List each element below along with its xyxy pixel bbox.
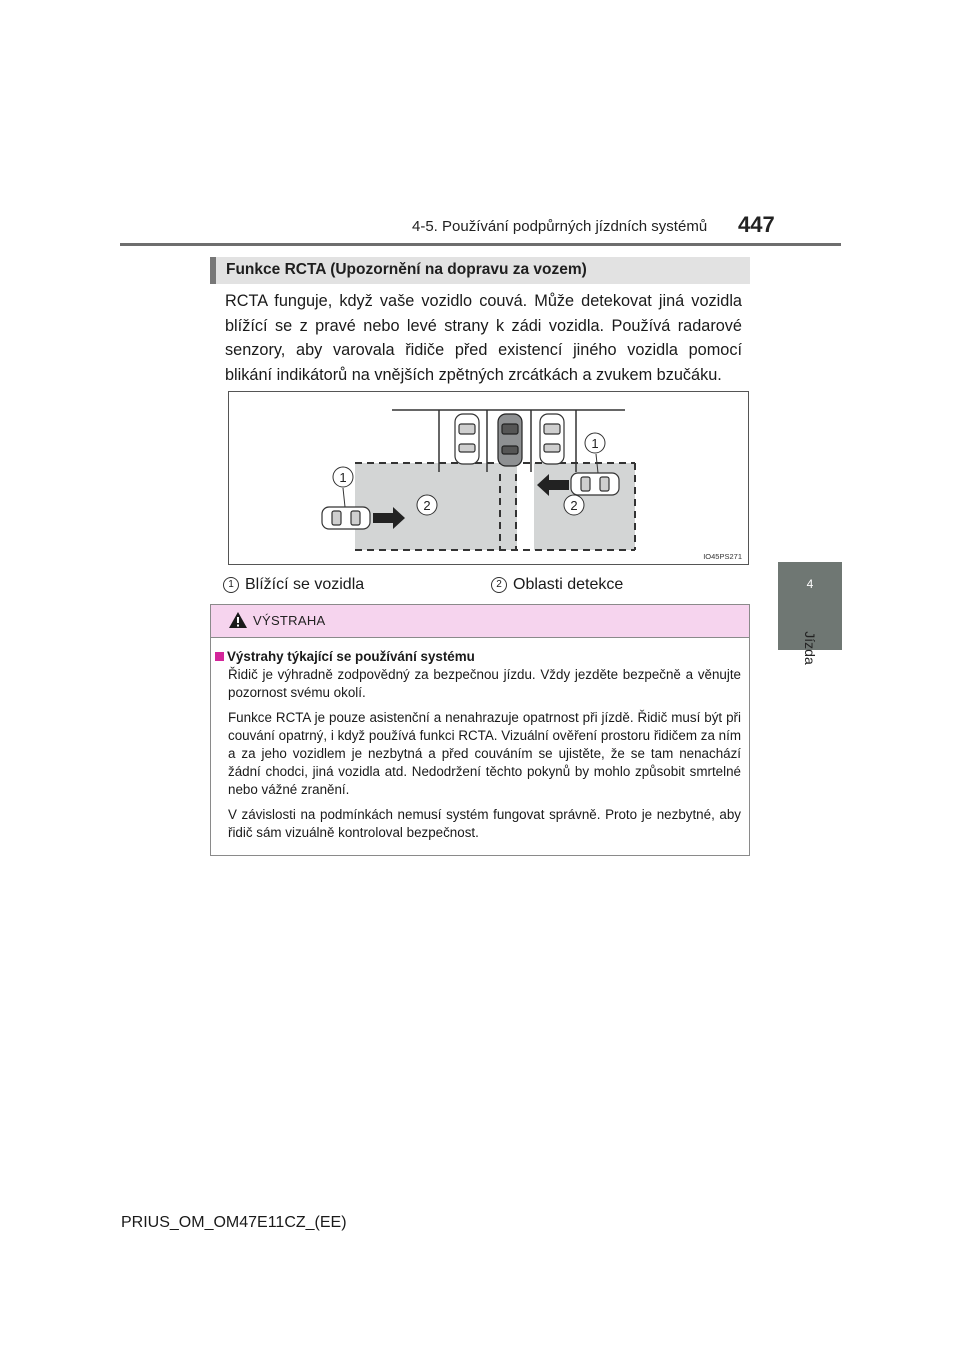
warning-header [211, 605, 749, 638]
warning-title: VÝSTRAHA [253, 613, 326, 628]
warning-triangle-icon [228, 611, 248, 629]
figure-code: IO45PS271 [703, 552, 742, 561]
callout-1-left: 1 [339, 470, 347, 485]
running-header-section: 4-5. Používání podpůrných jízdních systémů [412, 218, 708, 235]
legend-label: Blížící se vozidla [245, 576, 365, 593]
legend-item-1 [223, 576, 364, 594]
bullet-square-icon [215, 652, 224, 661]
warning-body [215, 649, 741, 849]
legend-item-2 [491, 576, 623, 594]
legend-number: 1 [223, 577, 239, 593]
parked-car-2 [540, 414, 564, 464]
own-vehicle [498, 414, 522, 466]
warning-box [210, 604, 750, 856]
parked-car-1 [455, 414, 479, 464]
intro-paragraph: RCTA funguje, když vaše vozidlo couvá. Může detekovat jiná vozidla blížící se z pravé nebo levé strany k zádi vozidla. Používá radarové senzory, aby varovala řidiče před existencí jiného vozidla pomocí blikání indikátorů na vnějších zpětných zrcátkách a zvukem bzučáku. [225, 292, 742, 384]
approaching-car-left [322, 507, 370, 529]
rcta-illustration [228, 391, 749, 565]
approaching-car-right [571, 473, 619, 495]
warning-paragraph: V závislosti na podmínkách nemusí systém fungovat správně. Proto je nezbytné, aby řidič sám vizuálně kontroloval bezpečnost. [228, 807, 741, 840]
section-heading [210, 257, 750, 284]
section-heading-text: Funkce RCTA (Upozornění na dopravu za vozem) [226, 261, 587, 278]
legend-label: Oblasti detekce [513, 576, 624, 593]
warning-paragraph: Funkce RCTA je pouze asistenční a nenahrazuje opatrnost při jízdě. Řidič musí být při couvání opatrný, i když používá funkci RCTA. Vizuální ověření prostoru řidičem za ním a za jeho vozidlem je nezbytná a před couváním se ujistěte, že se tam nenachází žádní chodci, jiná vozidla atd. Nedodržení těchto pokynů by mohlo způsobit smrtelné nebo vážné zranění. [228, 710, 741, 797]
callout-2-left: 2 [423, 498, 431, 513]
legend-number: 2 [491, 577, 507, 593]
parking-diagram [229, 392, 748, 564]
chapter-label: Jízda [802, 631, 818, 665]
page-number: 447 [738, 212, 775, 237]
callout-2-right: 2 [570, 498, 578, 513]
chapter-number: 4 [806, 577, 814, 591]
warning-paragraph: Řidič je výhradně zodpovědný za bezpečnou jízdu. Vždy jezděte bezpečně a věnujte pozornost svému okolí. [228, 667, 741, 700]
footer-doc-code: PRIUS_OM_OM47E11CZ_(EE) [121, 1214, 347, 1231]
callout-1-right: 1 [591, 436, 599, 451]
header-rule [120, 243, 841, 246]
warning-subheading: Výstrahy týkající se používání systému [215, 649, 741, 664]
